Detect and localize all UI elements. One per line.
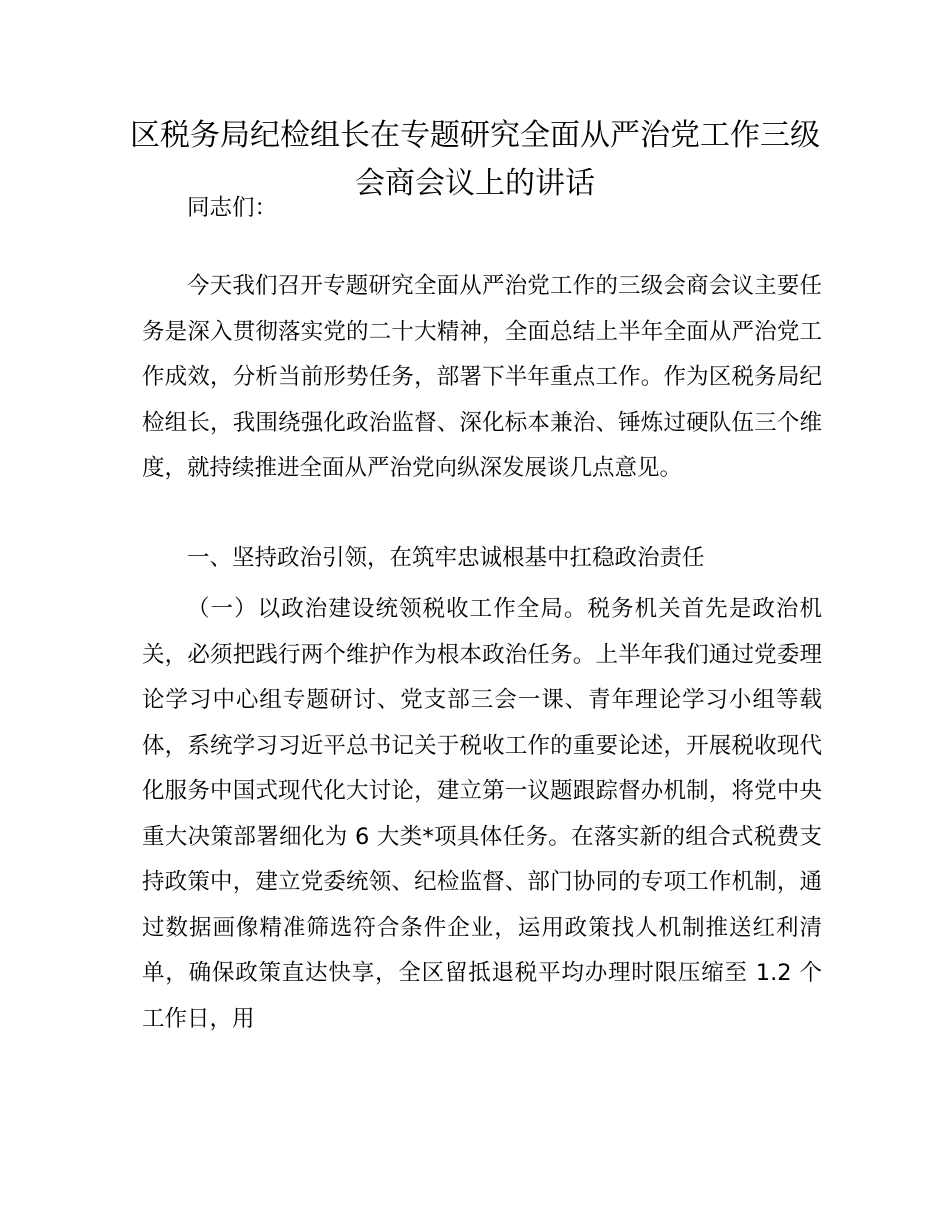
salutation: 同志们： bbox=[187, 195, 278, 221]
section-heading: 一、坚持政治引领，在筑牢忠诚根基中扛稳政治责任 bbox=[187, 545, 705, 571]
subsection-paragraph: （一）以政治建设统领税收工作全局。税务机关首先是政治机关，必须把践行两个维护作为根本政治任务。上半年我们通过党委理论学习中心组专题研讨、党支部三会一课、青年理论学习小组等载体，系统学习习近平总书记关于税收工作的重要论述，开展税收现代化服务中国式现代化大讨论，建立第一议题跟踪督办机制，将党中央重大决策部署细化为 6 大类*项具体任务。在落实新的组合式税费支持政策中，建立党委统领、纪检监督、部门协同的专项工作机制，通过数据画像精准筛选符合条件企业，运用政策找人机制推送红利清单，确保政策直达快享，全区留抵退税平均办理时限压缩至 1.2 个工作日，用 bbox=[142, 596, 822, 1032]
opening-paragraph: 今天我们召开专题研究全面从严治党工作的三级会商会议主要任务是深入贯彻落实党的二十大精神，全面总结上半年全面从严治党工作成效，分析当前形势任务，部署下半年重点工作。作为区税务局纪检组长，我围绕强化政治监督、深化标本兼治、锤炼过硬队伍三个维度，就持续推进全面从严治党向纵深发展谈几点意见。 bbox=[142, 273, 822, 481]
document-title: 区税务局纪检组长在专题研究全面从严治党工作三级会商会议上的讲话 bbox=[130, 118, 820, 201]
